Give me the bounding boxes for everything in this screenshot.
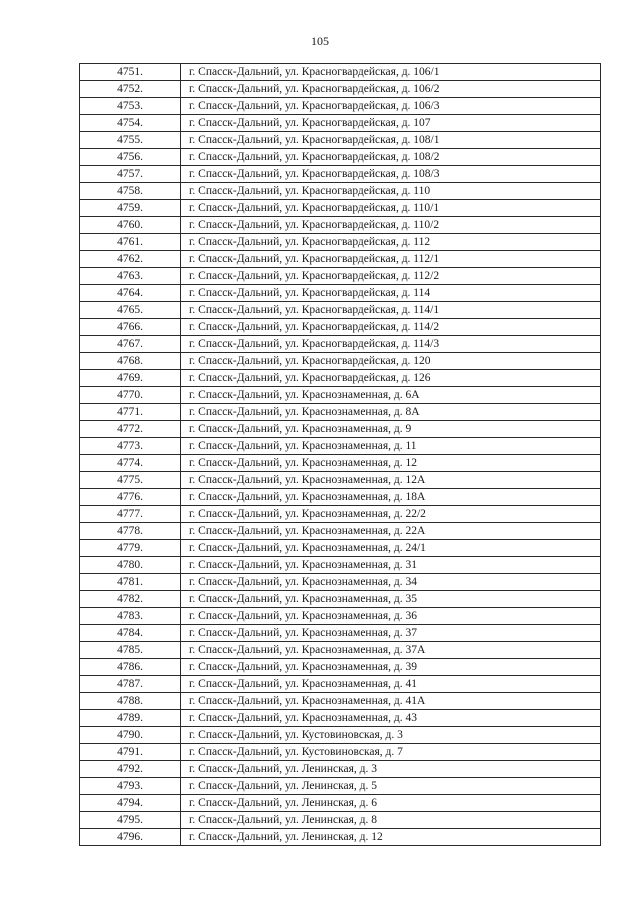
address-cell: г. Спасск-Дальний, ул. Ленинская, д. 3 [181,761,601,778]
table-row [80,302,601,319]
address-cell: г. Спасск-Дальний, ул. Кустовиновская, д. 7 [181,744,601,761]
table-row [80,166,601,183]
table-row [80,200,601,217]
row-number-cell: 4791. [80,744,181,761]
table-row [80,268,601,285]
row-number-cell: 4755. [80,132,181,149]
row-number-cell: 4778. [80,523,181,540]
address-cell: г. Спасск-Дальний, ул. Кустовиновская, д. 3 [181,727,601,744]
address-cell: г. Спасск-Дальний, ул. Краснознаменная, д. 22А [181,523,601,540]
row-number-cell: 4780. [80,557,181,574]
address-cell: г. Спасск-Дальний, ул. Краснознаменная, д. 36 [181,608,601,625]
row-number-cell: 4758. [80,183,181,200]
address-cell: г. Спасск-Дальний, ул. Красногвардейская, д. 106/1 [181,64,601,81]
row-number-cell: 4769. [80,370,181,387]
table-row [80,183,601,200]
row-number-cell: 4761. [80,234,181,251]
address-cell: г. Спасск-Дальний, ул. Красногвардейская, д. 106/3 [181,98,601,115]
address-cell: г. Спасск-Дальний, ул. Краснознаменная, д. 11 [181,438,601,455]
row-number-cell: 4775. [80,472,181,489]
table-row [80,812,601,829]
row-number-cell: 4753. [80,98,181,115]
row-number-cell: 4760. [80,217,181,234]
table-row [80,64,601,81]
table-row [80,472,601,489]
table-row [80,506,601,523]
address-cell: г. Спасск-Дальний, ул. Краснознаменная, д. 34 [181,574,601,591]
address-cell: г. Спасск-Дальний, ул. Краснознаменная, д. 22/2 [181,506,601,523]
address-cell: г. Спасск-Дальний, ул. Красногвардейская, д. 120 [181,353,601,370]
row-number-cell: 4765. [80,302,181,319]
address-cell: г. Спасск-Дальний, ул. Красногвардейская, д. 108/1 [181,132,601,149]
address-cell: г. Спасск-Дальний, ул. Красногвардейская, д. 114/3 [181,336,601,353]
row-number-cell: 4756. [80,149,181,166]
page-number: 105 [311,34,329,48]
row-number-cell: 4785. [80,642,181,659]
table-row [80,404,601,421]
address-cell: г. Спасск-Дальний, ул. Краснознаменная, д. 41А [181,693,601,710]
row-number-cell: 4777. [80,506,181,523]
address-cell: г. Спасск-Дальний, ул. Краснознаменная, д. 9 [181,421,601,438]
address-cell: г. Спасск-Дальний, ул. Красногвардейская, д. 112/2 [181,268,601,285]
address-cell: г. Спасск-Дальний, ул. Ленинская, д. 8 [181,812,601,829]
row-number-cell: 4790. [80,727,181,744]
row-number-cell: 4796. [80,829,181,846]
address-cell: г. Спасск-Дальний, ул. Красногвардейская, д. 126 [181,370,601,387]
row-number-cell: 4793. [80,778,181,795]
table-row [80,540,601,557]
address-cell: г. Спасск-Дальний, ул. Ленинская, д. 5 [181,778,601,795]
address-cell: г. Спасск-Дальний, ул. Краснознаменная, д. 31 [181,557,601,574]
table-row [80,625,601,642]
table-row [80,251,601,268]
table-row [80,778,601,795]
row-number-cell: 4772. [80,421,181,438]
address-cell: г. Спасск-Дальний, ул. Краснознаменная, д. 37А [181,642,601,659]
table-row [80,557,601,574]
table-row [80,421,601,438]
address-cell: г. Спасск-Дальний, ул. Краснознаменная, д. 6А [181,387,601,404]
table-row [80,115,601,132]
row-number-cell: 4766. [80,319,181,336]
address-cell: г. Спасск-Дальний, ул. Краснознаменная, д. 12 [181,455,601,472]
table-row [80,132,601,149]
row-number-cell: 4754. [80,115,181,132]
address-cell: г. Спасск-Дальний, ул. Краснознаменная, д. 18А [181,489,601,506]
table-row [80,761,601,778]
row-number-cell: 4783. [80,608,181,625]
row-number-cell: 4757. [80,166,181,183]
address-cell: г. Спасск-Дальний, ул. Ленинская, д. 12 [181,829,601,846]
address-cell: г. Спасск-Дальний, ул. Красногвардейская, д. 114 [181,285,601,302]
table-row [80,591,601,608]
row-number-cell: 4795. [80,812,181,829]
address-cell: г. Спасск-Дальний, ул. Краснознаменная, д. 24/1 [181,540,601,557]
address-table-body [80,64,601,846]
address-cell: г. Спасск-Дальний, ул. Красногвардейская, д. 112 [181,234,601,251]
address-cell: г. Спасск-Дальний, ул. Краснознаменная, д. 43 [181,710,601,727]
table-row [80,608,601,625]
table-row [80,336,601,353]
row-number-cell: 4768. [80,353,181,370]
address-cell: г. Спасск-Дальний, ул. Красногвардейская, д. 110/1 [181,200,601,217]
table-row [80,727,601,744]
address-cell: г. Спасск-Дальний, ул. Красногвардейская, д. 106/2 [181,81,601,98]
row-number-cell: 4779. [80,540,181,557]
table-row [80,387,601,404]
row-number-cell: 4759. [80,200,181,217]
address-cell: г. Спасск-Дальний, ул. Краснознаменная, д. 12А [181,472,601,489]
table-row [80,370,601,387]
address-cell: г. Спасск-Дальний, ул. Красногвардейская, д. 110/2 [181,217,601,234]
address-cell: г. Спасск-Дальний, ул. Красногвардейская, д. 110 [181,183,601,200]
address-cell: г. Спасск-Дальний, ул. Ленинская, д. 6 [181,795,601,812]
table-row [80,98,601,115]
row-number-cell: 4763. [80,268,181,285]
row-number-cell: 4794. [80,795,181,812]
table-row [80,438,601,455]
row-number-cell: 4774. [80,455,181,472]
table-row [80,574,601,591]
table-row [80,744,601,761]
table-row [80,676,601,693]
row-number-cell: 4752. [80,81,181,98]
row-number-cell: 4788. [80,693,181,710]
table-row [80,149,601,166]
address-cell: г. Спасск-Дальний, ул. Краснознаменная, д. 41 [181,676,601,693]
row-number-cell: 4784. [80,625,181,642]
address-cell: г. Спасск-Дальний, ул. Красногвардейская, д. 108/3 [181,166,601,183]
address-cell: г. Спасск-Дальний, ул. Краснознаменная, д. 35 [181,591,601,608]
table-row [80,489,601,506]
row-number-cell: 4789. [80,710,181,727]
row-number-cell: 4776. [80,489,181,506]
table-row [80,285,601,302]
address-cell: г. Спасск-Дальний, ул. Красногвардейская, д. 107 [181,115,601,132]
row-number-cell: 4762. [80,251,181,268]
table-row [80,693,601,710]
table-row [80,319,601,336]
row-number-cell: 4781. [80,574,181,591]
row-number-cell: 4770. [80,387,181,404]
row-number-cell: 4773. [80,438,181,455]
row-number-cell: 4792. [80,761,181,778]
table-row [80,710,601,727]
address-table [79,63,601,846]
row-number-cell: 4764. [80,285,181,302]
row-number-cell: 4751. [80,64,181,81]
address-cell: г. Спасск-Дальний, ул. Краснознаменная, д. 8А [181,404,601,421]
table-row [80,217,601,234]
address-cell: г. Спасск-Дальний, ул. Красногвардейская, д. 108/2 [181,149,601,166]
table-row [80,523,601,540]
table-row [80,353,601,370]
table-row [80,829,601,846]
address-cell: г. Спасск-Дальний, ул. Краснознаменная, д. 37 [181,625,601,642]
address-cell: г. Спасск-Дальний, ул. Красногвардейская, д. 114/2 [181,319,601,336]
row-number-cell: 4787. [80,676,181,693]
address-cell: г. Спасск-Дальний, ул. Красногвардейская, д. 112/1 [181,251,601,268]
row-number-cell: 4786. [80,659,181,676]
table-row [80,659,601,676]
address-cell: г. Спасск-Дальний, ул. Красногвардейская, д. 114/1 [181,302,601,319]
row-number-cell: 4771. [80,404,181,421]
row-number-cell: 4767. [80,336,181,353]
row-number-cell: 4782. [80,591,181,608]
table-row [80,234,601,251]
table-row [80,642,601,659]
table-row [80,795,601,812]
table-row [80,455,601,472]
table-row [80,81,601,98]
address-cell: г. Спасск-Дальний, ул. Краснознаменная, д. 39 [181,659,601,676]
